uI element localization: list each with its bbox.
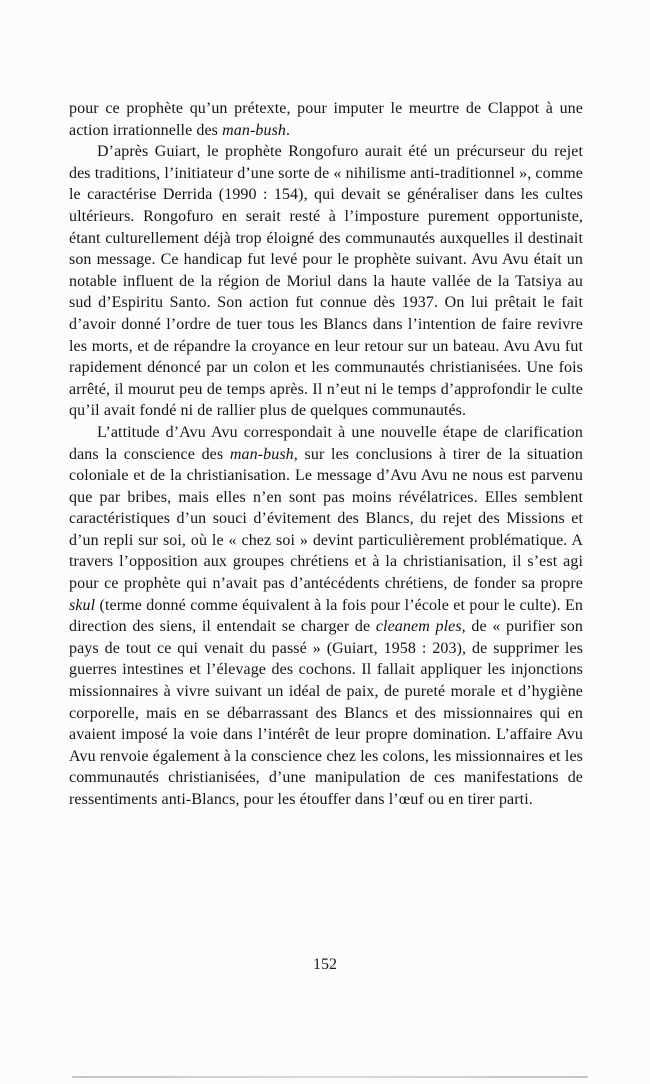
italic-text-run: skul [69, 596, 96, 614]
text-run: . [286, 121, 291, 139]
text-run: D’après Guiart, le prophète Rongofuro aurait été un précurseur du rejet des traditions, l’initiateur d’une sorte de « nihilisme anti-traditionnel », comme le caractérise Derrida (1990 : 154), qui devait se généraliser dans les cultes ultérieurs. Rongofuro en serait resté à l’imposture purement opportuniste, étant culturellement déjà trop éloigné des communautés auxquelles il destinait son message. Ce handicap fut levé pour le prophète suivant. Avu Avu était un notable influent de la région de Moriul dans la haute vallée de la Tatsiya au sud d’Espiritu Santo. Son action fut connue dès 1937. On lui prêtait le fait d’avoir donné l’ordre de tuer tous les Blancs dans l’intention de faire revivre les morts, et de répandre la croyance en leur retour sur un bateau. Avu Avu fut rapidement dénoncé par un colon et les communautés christianisées. Une fois arrêté, il mourut peu de temps après. Il n’eut ni le temps d’approfondir le culte qu’il avait fondé ni de rallier plus de quelques communautés. [69, 143, 583, 420]
text-run: pour ce prophète qu’un prétexte, pour imputer le meurtre de Clappot à une action irrationnelle des [69, 100, 583, 139]
text-run: de « purifier son pays de tout ce qui venait du passé » (Guiart, 1958 : 203), de supprimer les guerres intestines et l’élevage des cochons. Il fallait appliquer les injonctions missionnaires à vivre suivant un idéal de paix, de pureté morale et d’hygiène corporelle, mais en se débarrassant des Blancs et des missionnaires qui en avaient imposé la voie dans l’intérêt de leur propre domination. L’affaire Avu Avu renvoie également à la conscience chez les colons, les missionnaires et les communautés christianisées, d’une manipulation de ces manifestations de ressentiments anti-Blancs, pour les étouffer dans l’œuf ou en tirer parti. [69, 618, 583, 808]
italic-text-run: man-bush [229, 445, 294, 463]
page-number: 152 [313, 956, 337, 973]
italic-text-run: cleanem ples, [375, 618, 466, 636]
text-run: , sur les conclusions à tirer de la situation coloniale et de la christianisation. Le message d’Avu Avu ne nous est parvenu que par bribes, mais elles n’en sont pas moins révélatrices. Elles semblent caractéristiques d’un souci d’évitement des Blancs, du rejet des Missions et d’un repli sur soi, où le « chez soi » devint particulièrement problématique. A travers l’opposition aux groupes chrétiens et à la christianisation, il s’est agi pour ce prophète qui n’avait pas d’antécédents chrétiens, de fonder sa propre [69, 445, 583, 593]
italic-text-run: man-bush [222, 121, 287, 139]
page-text [69, 98, 583, 811]
text-run: (terme donné comme équivalent à la fois pour l’école et pour le culte). En direction des siens, il entendait se charger de [69, 596, 583, 636]
text-run: L’attitude d’Avu Avu correspondait à une nouvelle étape de clarification dans la conscience des [69, 423, 583, 463]
scan-edge-artifact [72, 1076, 588, 1078]
paragraph [69, 422, 583, 811]
paragraph [69, 98, 583, 141]
paragraph [69, 141, 583, 422]
